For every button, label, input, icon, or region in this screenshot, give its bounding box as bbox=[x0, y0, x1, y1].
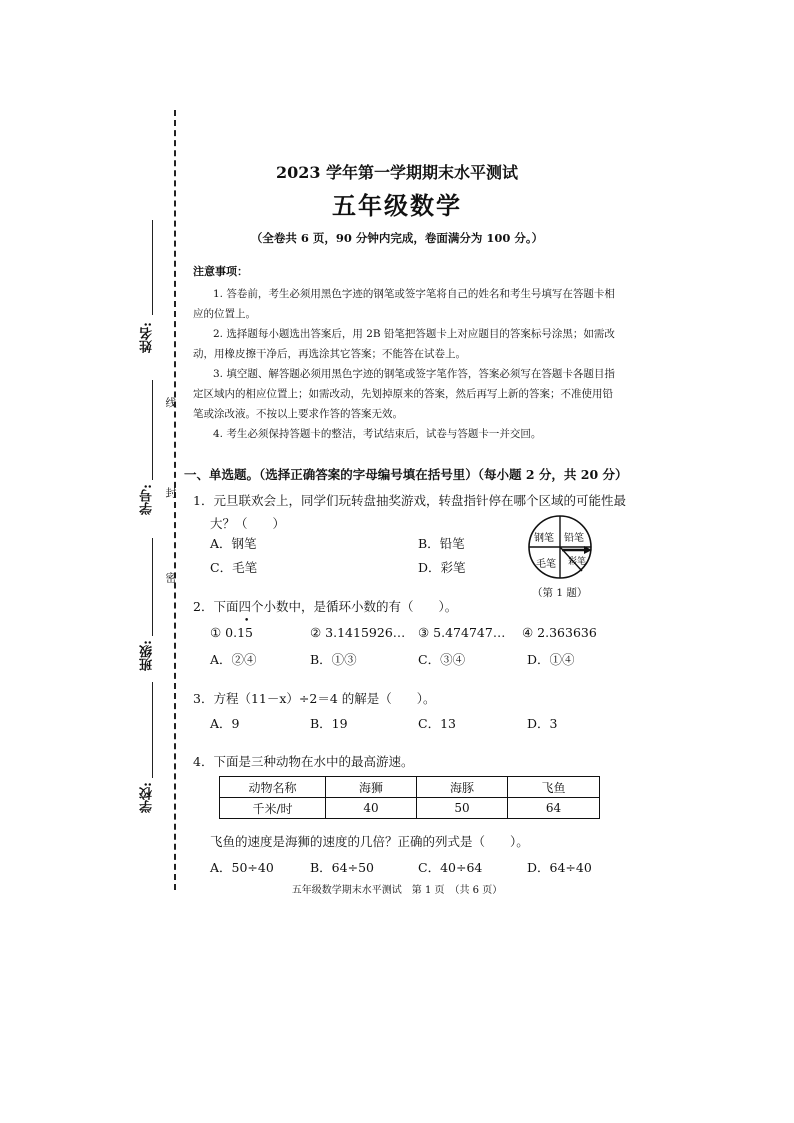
school-blank[interactable] bbox=[152, 682, 153, 778]
q1-option-c[interactable]: C．毛笔 bbox=[210, 560, 258, 575]
spinner-label-gangbi: 钢笔 bbox=[534, 533, 554, 544]
q4-option-d[interactable]: D．64÷40 bbox=[527, 860, 592, 875]
notes-heading: 注意事项： bbox=[193, 265, 248, 278]
q3-option-c[interactable]: C．13 bbox=[418, 716, 456, 731]
table-header-cell: 海狮 bbox=[326, 777, 417, 798]
q4-option-b[interactable]: B．64÷50 bbox=[310, 860, 374, 875]
subject-title: 五年级数学 bbox=[332, 191, 462, 220]
binding-cut-line bbox=[174, 110, 176, 890]
q1-option-a[interactable]: A．钢笔 bbox=[210, 536, 257, 551]
exam-info: （全卷共 6 页，90 分钟内完成，卷面满分为 100 分。） bbox=[250, 231, 544, 245]
speed-table bbox=[219, 776, 600, 819]
q1-option-d[interactable]: D．彩笔 bbox=[418, 560, 466, 575]
note-item: 1. 答卷前，考生必须用黑色字迹的钢笔或签字笔将自己的姓名和考生号填写在答题卡相应的位置上。 bbox=[193, 288, 615, 320]
seal-mark-mi: 密 bbox=[164, 572, 177, 583]
q2-item-1: ① 0.15 bbox=[210, 625, 254, 640]
q1-option-b[interactable]: B．铅笔 bbox=[418, 536, 465, 551]
school-label: 学校: bbox=[140, 782, 155, 813]
question-3-text: 3．方程（11－x）÷2＝4 的解是（ ）。 bbox=[193, 691, 436, 706]
q2-option-b[interactable]: B．①③ bbox=[310, 652, 357, 667]
repeating-dot-mark: • bbox=[244, 616, 250, 626]
note-item: 2. 选择题每小题选出答案后，用 2B 铅笔把答题卡上对应题目的答案标号涂黑；如需改动，用橡皮擦干净后，再选涂其它答案；不能答在试卷上。 bbox=[193, 328, 615, 360]
spinner-label-maobi: 毛笔 bbox=[536, 559, 556, 570]
note-item: 4. 考生必须保持答题卡的整洁，考试结束后，试卷与答题卡一并交回。 bbox=[213, 428, 542, 440]
question-4-text: 4．下面是三种动物在水中的最高游速。 bbox=[193, 754, 414, 769]
spinner-diagram bbox=[522, 514, 598, 580]
student-id-label: 学号: bbox=[140, 484, 155, 515]
spinner-label-caibi: 彩笔 bbox=[568, 557, 587, 567]
spinner-label-qianbi: 铅笔 bbox=[564, 533, 584, 544]
note-item: 3. 填空题、解答题必须用黑色字迹的钢笔或签字笔作答，答案必须写在答题卡各题目指定区域内的相应位置上；如需改动，先划掉原来的答案，然后再写上新的答案；不准使用铅笔或涂改液。不按以上要求作答的答案无效。 bbox=[193, 368, 615, 420]
q2-option-d[interactable]: D．①④ bbox=[527, 652, 575, 667]
question-2-text: 2．下面四个小数中，是循环小数的有（ ）。 bbox=[193, 599, 458, 614]
seal-mark-line: 线 bbox=[164, 397, 177, 408]
student-id-blank[interactable] bbox=[152, 380, 153, 480]
table-header-row bbox=[220, 777, 600, 798]
page-footer: 五年级数学期末水平测试 第 1 页 （共 6 页） bbox=[291, 885, 503, 896]
table-header-cell: 海豚 bbox=[417, 777, 508, 798]
table-cell: 64 bbox=[508, 798, 600, 819]
name-label: 姓名: bbox=[140, 322, 155, 353]
q2-item-3: ③ 5.474747… bbox=[418, 625, 506, 640]
figure-caption: （第 1 题） bbox=[532, 587, 588, 599]
section-heading: 一、单选题。（选择正确答案的字母编号填在括号里）（每小题 2 分，共 20 分） bbox=[184, 467, 628, 482]
exam-title: 2023 学年第一学期期末水平测试 bbox=[275, 163, 519, 182]
q3-option-d[interactable]: D．3 bbox=[527, 716, 558, 731]
q3-option-a[interactable]: A．9 bbox=[210, 716, 240, 731]
table-header-cell: 动物名称 bbox=[220, 777, 326, 798]
table-cell: 50 bbox=[417, 798, 508, 819]
class-label: 班级: bbox=[140, 640, 155, 671]
q2-item-4: ④ 2.363636 bbox=[522, 625, 597, 640]
q3-option-b[interactable]: B．19 bbox=[310, 716, 348, 731]
q2-option-a[interactable]: A．②④ bbox=[210, 652, 257, 667]
q4-option-a[interactable]: A．50÷40 bbox=[210, 860, 274, 875]
q2-item-2: ② 3.1415926… bbox=[310, 625, 406, 640]
seal-mark-feng: 封 bbox=[164, 487, 177, 498]
class-blank[interactable] bbox=[152, 538, 153, 636]
q4-option-c[interactable]: C．40÷64 bbox=[418, 860, 483, 875]
table-cell: 40 bbox=[326, 798, 417, 819]
table-cell: 千米/时 bbox=[220, 798, 326, 819]
question-1-text-line2: 大？（ ） bbox=[210, 516, 286, 531]
q2-option-c[interactable]: C．③④ bbox=[418, 652, 466, 667]
table-row bbox=[220, 798, 600, 819]
question-1-text: 1．元旦联欢会上，同学们玩转盘抽奖游戏，转盘指针停在哪个区域的可能性最 bbox=[193, 493, 626, 508]
question-4-prompt: 飞鱼的速度是海狮的速度的几倍？正确的列式是（ ）。 bbox=[210, 834, 529, 849]
table-header-cell: 飞鱼 bbox=[508, 777, 600, 798]
